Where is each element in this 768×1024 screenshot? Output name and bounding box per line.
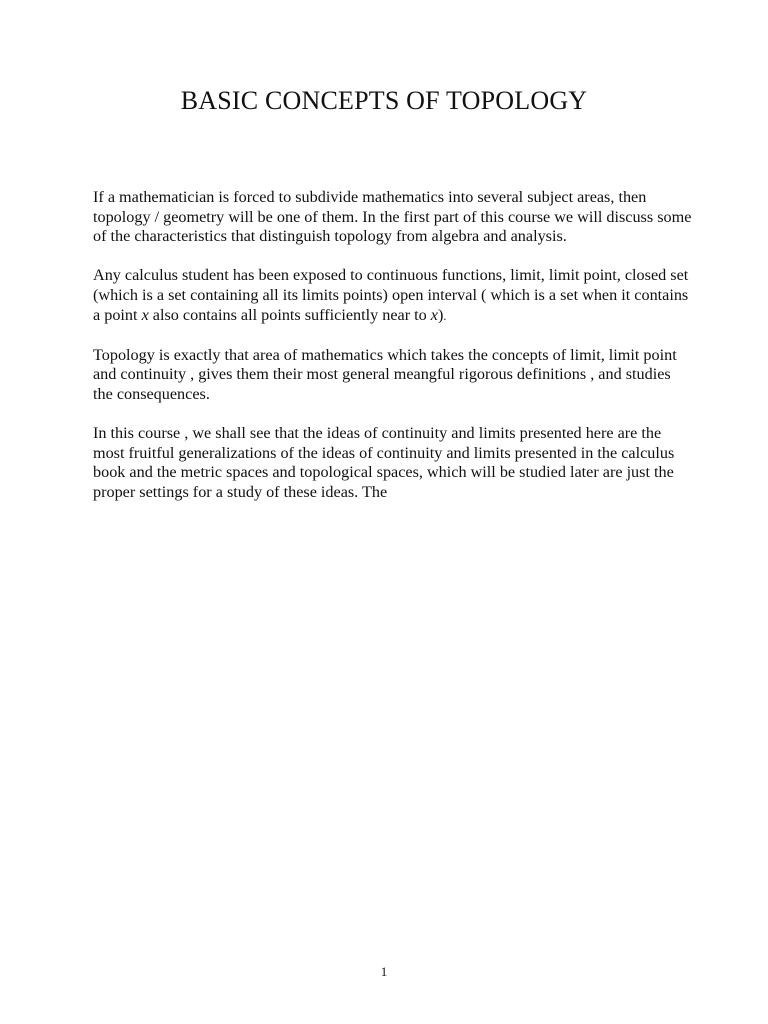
- paragraph-1: If a mathematician is forced to subdivide mathematics into several subject areas, then topology / geometry will be one of them. In the first part of this course we will discuss some of the characteristics that distinguish topology from algebra and analysis.: [93, 188, 692, 246]
- document-body: [93, 188, 693, 522]
- math-variable-x: x: [141, 305, 149, 324]
- document-title: BASIC CONCEPTS OF TOPOLOGY: [180, 86, 588, 115]
- paragraph-2-text-c: ): [437, 305, 444, 324]
- paragraph-2: [93, 266, 693, 326]
- paragraph-2-text-b: also contains all points sufficiently near to: [148, 305, 431, 324]
- math-variable-x: x: [430, 305, 438, 324]
- paragraph-4: In this course , we shall see that the ideas of continuity and limits presented here are the most fruitful generalizations of the ideas of continuity and limits presented in the calculus book and the metric spaces and topological spaces, which will be studied later are just the proper settings for a study of these ideas. The: [93, 424, 675, 501]
- paragraph-2-text-a: Any calculus student has been exposed to continuous functions, limit, limit point, closed set (which is a set containing all its limits points) open interval ( which is a set when it contains a point: [93, 266, 689, 324]
- paragraph-3: Topology is exactly that area of mathematics which takes the concepts of limit, limit point and continuity , gives them their most general meangful rigorous definitions , and studies the consequences.: [93, 345, 677, 403]
- paragraph-2-period: .: [443, 308, 447, 323]
- page-number: 1: [380, 964, 388, 979]
